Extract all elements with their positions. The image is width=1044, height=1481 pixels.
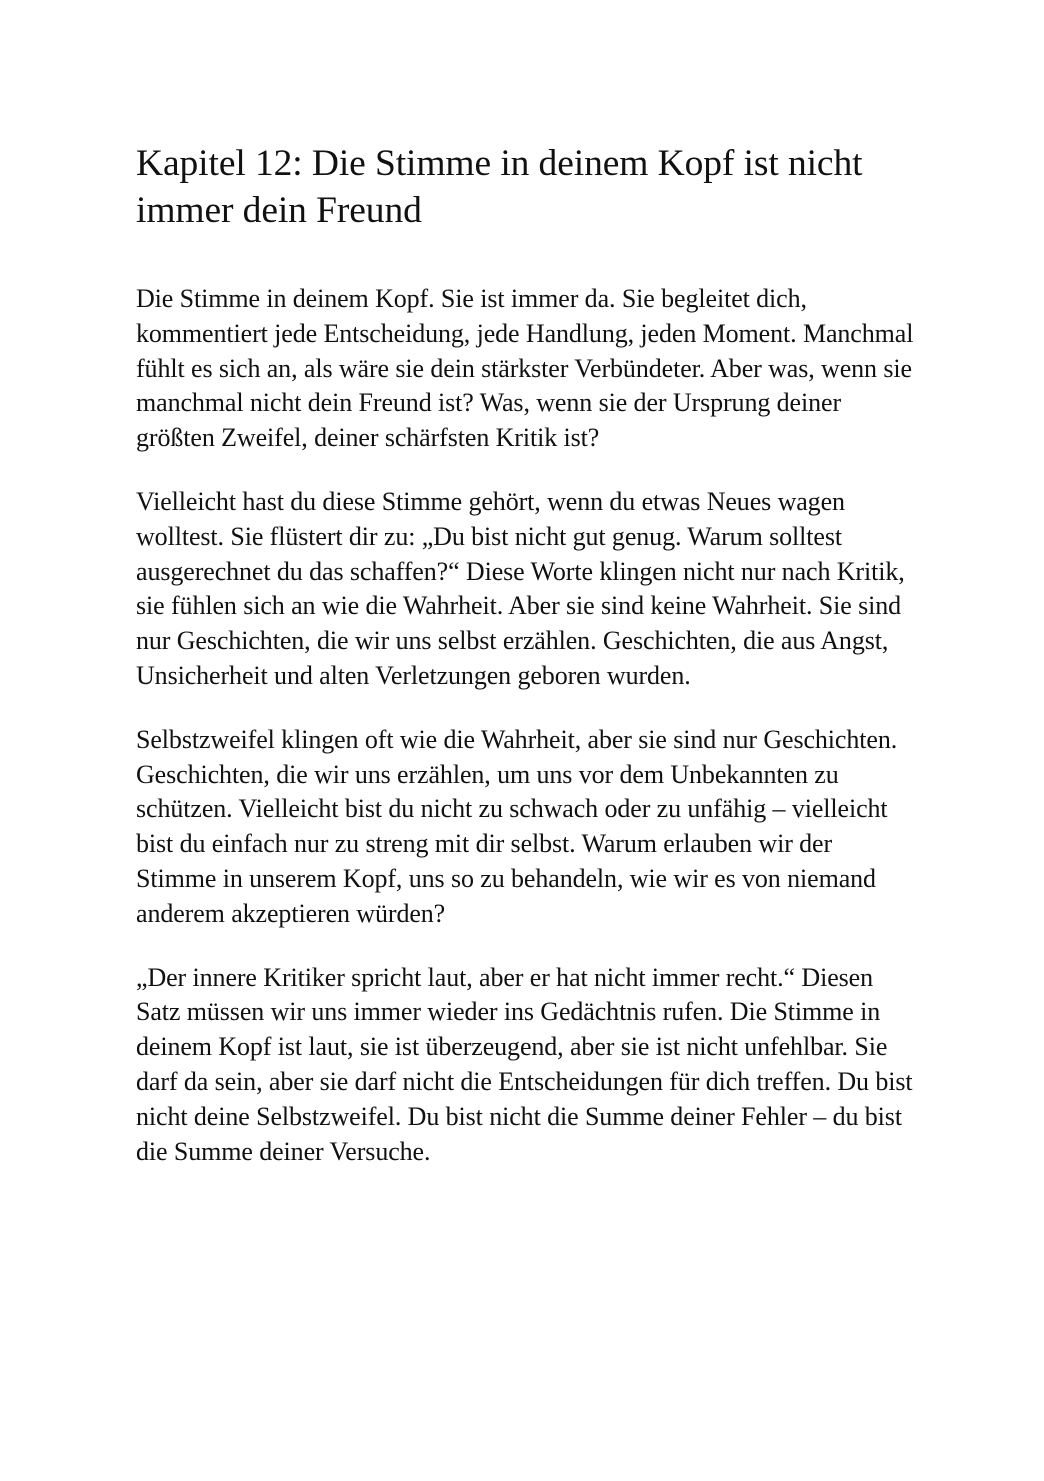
paragraph: Selbstzweifel klingen oft wie die Wahrheit, aber sie sind nur Geschichten. Geschichten, die wir uns erzählen, um uns vor dem Unbekannten zu schützen. Vielleicht bist du nicht zu schwach oder zu unfähig – vielleicht bist du einfach nur zu streng mit dir selbst. Warum erlauben wir der Stimme in unserem Kopf, uns so zu behandeln, wie wir es von niemand anderem akzeptieren würden? — [136, 724, 898, 928]
chapter-title: Kapitel 12: Die Stimme in deinem Kopf ist nicht immer dein Freund — [136, 143, 863, 231]
paragraph: „Der innere Kritiker spricht laut, aber er hat nicht immer recht.“ Diesen Satz müssen wir uns immer wieder ins Gedächtnis rufen. Die Stimme in deinem Kopf ist laut, sie ist überzeugend, aber sie ist nicht unfehlbar. Sie darf da sein, aber sie darf nicht die Entscheidungen für dich treffen. Du bist nicht deine Selbstzweifel. Du bist nicht die Summe deiner Fehler – du bist die Summe deiner Versuche. — [136, 962, 913, 1166]
paragraph: Vielleicht hast du diese Stimme gehört, wenn du etwas Neues wagen wolltest. Sie flüstert dir zu: „Du bist nicht gut genug. Warum solltest ausgerechnet du das schaffen?“ Diese Worte klingen nicht nur nach Kritik, sie fühlen sich an wie die Wahrheit. Aber sie sind keine Wahrheit. Sie sind nur Geschichten, die wir uns selbst erzählen. Geschichten, die aus Angst, Unsicherheit und alten Verletzungen geboren wurden. — [136, 486, 905, 690]
document-page — [136, 140, 916, 1198]
paragraph: Die Stimme in deinem Kopf. Sie ist immer da. Sie begleitet dich, kommentiert jede Entscheidung, jede Handlung, jeden Moment. Manchmal fühlt es sich an, als wäre sie dein stärkster Verbündeter. Aber was, wenn sie manchmal nicht dein Freund ist? Was, wenn sie der Ursprung deiner größten Zweifel, deiner schärfsten Kritik ist? — [136, 284, 914, 453]
